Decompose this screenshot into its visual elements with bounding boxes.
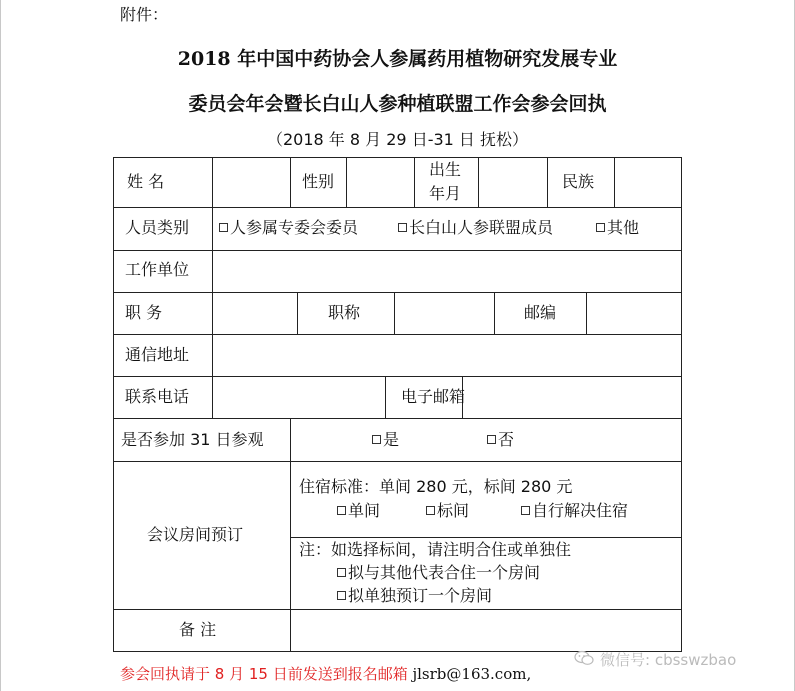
birth-label-line2: 年月	[429, 184, 462, 203]
address-field[interactable]	[214, 336, 680, 375]
category-option-alliance[interactable]: 长白山人参联盟成员	[398, 218, 553, 238]
attend-option-yes[interactable]: 是	[372, 430, 399, 450]
watermark-text: 微信号: cbsswzbao	[600, 651, 737, 669]
room-option-single-booking[interactable]: 拟单独预订一个房间	[337, 586, 492, 606]
position-label: 职 务	[125, 303, 163, 322]
table-rule	[290, 418, 291, 652]
submission-email: jlsrb@163.com,	[407, 665, 532, 683]
table-rule	[113, 207, 682, 208]
table-rule	[113, 292, 682, 293]
category-option-other[interactable]: 其他	[596, 218, 639, 238]
table-border-left	[113, 157, 114, 652]
table-rule	[113, 376, 682, 377]
category-option-committee[interactable]: 人参属专委会委员	[219, 218, 358, 238]
table-rule	[290, 537, 682, 538]
ethnicity-label: 民族	[562, 172, 595, 191]
remarks-field[interactable]	[292, 611, 680, 650]
checkbox-icon	[398, 223, 407, 232]
checkbox-icon	[337, 506, 346, 515]
table-rule	[113, 418, 682, 419]
table-rule	[614, 157, 615, 208]
table-rule	[113, 609, 682, 610]
table-rule	[212, 207, 213, 419]
checkbox-icon	[337, 568, 346, 577]
document-title-line1: 2018 年中国中药协会人参属药用植物研究发展专业	[177, 48, 618, 70]
room-option-self-arranged[interactable]: 自行解决住宿	[521, 501, 628, 521]
gender-label: 性别	[302, 172, 335, 191]
room-option-shared[interactable]: 拟与其他代表合住一个房间	[337, 563, 540, 583]
name-field[interactable]	[214, 159, 289, 206]
table-rule	[113, 250, 682, 251]
table-rule	[290, 157, 291, 208]
wechat-watermark	[574, 647, 784, 673]
gender-field[interactable]	[348, 159, 413, 206]
birth-date-field[interactable]	[480, 159, 546, 206]
table-border-top	[113, 157, 682, 158]
wechat-bubble-icon	[574, 650, 594, 666]
room-note-text: 注：如选择标间，请注明合住或单独住	[299, 540, 572, 559]
table-rule	[494, 292, 495, 335]
postcode-label: 邮编	[524, 303, 557, 322]
position-field[interactable]	[214, 294, 296, 333]
employer-label: 工作单位	[125, 260, 190, 279]
email-field[interactable]	[464, 378, 680, 417]
attachment-label: 附件：	[120, 5, 169, 24]
ethnicity-field[interactable]	[616, 159, 680, 206]
name-label: 姓 名	[127, 172, 165, 191]
professional-title-field[interactable]	[396, 294, 493, 333]
checkbox-icon	[337, 591, 346, 600]
table-rule	[478, 157, 479, 208]
room-booking-label: 会议房间预订	[147, 525, 244, 544]
table-rule	[346, 157, 347, 208]
checkbox-icon	[596, 223, 605, 232]
table-rule	[385, 376, 386, 419]
postcode-field[interactable]	[588, 294, 680, 333]
phone-label: 联系电话	[125, 387, 190, 406]
table-border-right	[681, 157, 682, 652]
table-rule	[586, 292, 587, 335]
checkbox-icon	[487, 435, 496, 444]
room-option-standard[interactable]: 标间	[426, 501, 469, 521]
table-rule	[297, 292, 298, 335]
table-rule	[394, 292, 395, 335]
attend-option-no[interactable]: 否	[487, 430, 514, 450]
checkbox-icon	[219, 223, 228, 232]
room-option-single[interactable]: 单间	[337, 501, 380, 521]
attend-visit-label: 是否参加 31 日参观	[121, 430, 264, 449]
table-rule	[113, 461, 682, 462]
table-rule	[113, 334, 682, 335]
submission-notice	[120, 663, 531, 684]
checkbox-icon	[372, 435, 381, 444]
table-rule	[547, 157, 548, 208]
submission-notice-text: 参会回执请于 8 月 15 日前发送到报名邮箱	[120, 665, 408, 683]
checkbox-icon	[521, 506, 530, 515]
room-standard-text: 住宿标准：单间 280 元，标间 280 元	[299, 477, 573, 496]
document-subtitle: （2018 年 8 月 29 日-31 日 抚松）	[267, 130, 528, 149]
checkbox-icon	[426, 506, 435, 515]
employer-field[interactable]	[214, 252, 680, 291]
remarks-label: 备 注	[179, 620, 217, 639]
address-label: 通信地址	[125, 345, 190, 364]
table-rule	[414, 157, 415, 208]
email-label: 电子邮箱	[401, 387, 466, 406]
category-label: 人员类别	[125, 218, 190, 237]
phone-field[interactable]	[214, 378, 384, 417]
table-rule	[212, 157, 213, 208]
document-title-line2: 委员会年会暨长白山人参种植联盟工作会参会回执	[188, 93, 607, 115]
professional-title-label: 职称	[328, 303, 361, 322]
birth-label-line1: 出生	[429, 160, 462, 179]
